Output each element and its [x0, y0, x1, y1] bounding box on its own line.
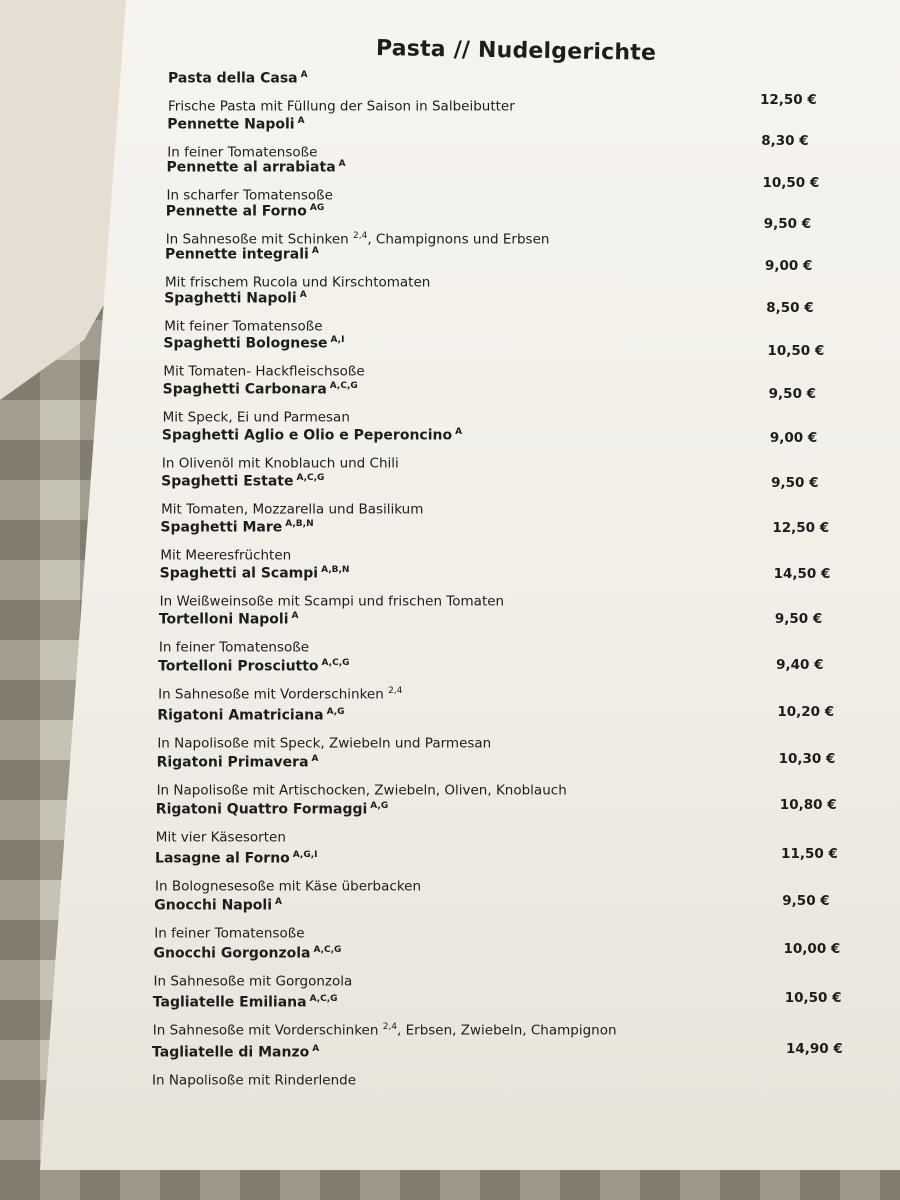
- menu-item: [157, 703, 492, 752]
- allergen-codes: A: [300, 70, 308, 80]
- menu-item: [156, 750, 567, 799]
- description-text: In Sahnesoße mit Vorderschinken: [152, 1022, 383, 1039]
- dish-description: [153, 1018, 617, 1040]
- dish-name-text: Gnocchi Gorgonzola: [153, 945, 311, 962]
- menu-item: [160, 515, 314, 564]
- menu-title: Pasta // Nudelgerichte: [375, 36, 657, 66]
- dish-name-text: Spaghetti Carbonara: [162, 381, 327, 398]
- menu-item: [153, 941, 353, 990]
- dish-name-text: Tagliatelle di Manzo: [152, 1044, 310, 1061]
- dish-name: [163, 331, 364, 353]
- description-text: Mit Tomaten, Mozzarella und Basilikum: [161, 501, 424, 518]
- menu-item: [152, 1040, 357, 1089]
- description-text: In scharfer Tomatensoße: [166, 187, 333, 204]
- dish-name: [156, 797, 388, 819]
- dish-price: 9,00 €: [764, 258, 813, 274]
- dish-name: [152, 1040, 356, 1062]
- dish-name: [165, 242, 430, 264]
- dish-name-text: Rigatoni Quattro Formaggi: [155, 801, 368, 818]
- allergen-codes: A,G,I: [292, 850, 318, 860]
- description-text: In Sahnesoße mit Vorderschinken: [158, 686, 389, 703]
- description-text: In Sahnesoße mit Gorgonzola: [153, 973, 353, 990]
- dish-name-text: Spaghetti Mare: [160, 519, 283, 536]
- allergen-codes: A: [297, 116, 305, 126]
- dish-name: [162, 423, 462, 445]
- dish-name: [157, 750, 567, 772]
- dish-name: [158, 654, 402, 676]
- description-additive-codes: 2,4: [353, 230, 368, 241]
- dish-name-text: Tagliatelle Emiliana: [152, 994, 307, 1011]
- dish-name: [168, 66, 515, 88]
- menu-item: [159, 561, 505, 610]
- dish-name-text: Gnocchi Napoli: [154, 897, 272, 914]
- dish-price: 9,50 €: [768, 386, 817, 402]
- menu-item: [152, 990, 617, 1039]
- dish-description: [158, 682, 402, 704]
- dish-description: [154, 921, 304, 943]
- dish-name: [153, 990, 617, 1012]
- description-text: In Olivenöl mit Knoblauch und Chili: [161, 455, 399, 472]
- description-text: Mit Speck, Ei und Parmesan: [162, 409, 350, 426]
- menu-item: [154, 893, 305, 942]
- dish-description: [159, 635, 309, 657]
- dish-name-text: Spaghetti Estate: [161, 473, 294, 490]
- dish-price: 10,50 €: [784, 990, 842, 1006]
- menu-item: [168, 66, 515, 115]
- description-text: Mit vier Käsesorten: [155, 829, 286, 846]
- dish-price: 8,50 €: [766, 300, 814, 316]
- allergen-codes: A: [455, 427, 463, 437]
- description-text: In feiner Tomatensoße: [154, 925, 305, 942]
- allergen-codes: A,G: [370, 801, 389, 811]
- allergen-codes: A,C,G: [309, 994, 338, 1004]
- dish-price: 14,90 €: [786, 1041, 843, 1057]
- allergen-codes: A: [338, 159, 346, 169]
- dish-price: 10,00 €: [783, 941, 841, 957]
- dish-price: 10,50 €: [767, 343, 825, 359]
- description-text-continued: , Erbsen, Zwiebeln, Champignon: [397, 1022, 617, 1039]
- dish-description: [152, 1068, 356, 1090]
- dish-name-text: Tortelloni Napoli: [158, 611, 289, 628]
- allergen-codes: A,C,G: [296, 473, 325, 483]
- dish-name-text: Tortelloni Prosciutto: [158, 658, 319, 675]
- description-additive-codes: 2,4: [382, 1021, 398, 1032]
- dish-price: 9,40 €: [776, 657, 824, 673]
- dish-price: 9,50 €: [771, 475, 819, 491]
- dish-name: [154, 941, 353, 963]
- dish-description: [157, 731, 491, 753]
- dish-description: [157, 778, 567, 800]
- allergen-codes: A: [299, 290, 307, 300]
- allergen-codes: A,C,G: [321, 658, 350, 668]
- dish-name: [166, 199, 550, 221]
- allergen-codes: A,B,N: [321, 565, 350, 575]
- description-additive-codes: 2,4: [388, 685, 403, 696]
- allergen-codes: A,G: [326, 707, 345, 717]
- dish-price: 10,30 €: [778, 751, 836, 767]
- dish-name: [164, 286, 322, 308]
- description-text: In Bolognesesoße mit Käse überbacken: [155, 878, 422, 895]
- dish-price: 11,50 €: [781, 846, 838, 862]
- description-text: In feiner Tomatensoße: [158, 639, 310, 656]
- dish-name: [159, 607, 309, 629]
- menu-item: [162, 377, 358, 426]
- allergen-codes: A,I: [330, 335, 345, 345]
- description-text: In Napolisoße mit Rinderlende: [152, 1072, 357, 1089]
- dish-name-text: Pennette al Forno: [165, 203, 307, 220]
- dish-description: [156, 825, 388, 847]
- dish-name-text: Pasta della Casa: [168, 70, 298, 87]
- dish-name: [160, 515, 313, 537]
- description-text: Mit feiner Tomatensoße: [164, 318, 323, 335]
- menu-item: [167, 112, 318, 161]
- dish-name: [161, 469, 423, 491]
- allergen-codes: A: [275, 897, 282, 907]
- dish-name-text: Pennette al arrabiata: [166, 159, 336, 176]
- description-text-continued: , Champignons und Erbsen: [367, 231, 550, 248]
- dish-name-text: Spaghetti al Scampi: [159, 565, 319, 582]
- description-text: Frische Pasta mit Füllung der Saison in Salbeibutter: [168, 98, 515, 115]
- dish-name-text: Spaghetti Napoli: [164, 290, 297, 307]
- menu-item: [165, 199, 550, 248]
- dish-name-text: Pennette integrali: [164, 246, 309, 263]
- description-text: Mit frischem Rucola und Kirschtomaten: [164, 274, 431, 291]
- dish-description: [155, 874, 421, 896]
- dish-name-text: Lasagne al Forno: [155, 850, 290, 867]
- menu-item: [155, 846, 422, 895]
- allergen-codes: A: [312, 1044, 320, 1054]
- dish-name: [167, 112, 317, 134]
- allergen-codes: A,B,N: [285, 519, 314, 529]
- allergen-codes: A: [311, 246, 319, 256]
- dish-price: 9,00 €: [769, 430, 818, 446]
- menu-item: [164, 242, 431, 291]
- allergen-codes: A: [291, 611, 299, 621]
- dish-price: 12,50 €: [760, 92, 817, 108]
- dish-name: [155, 846, 421, 868]
- allergen-codes: A: [311, 754, 319, 764]
- dish-price: 9,50 €: [782, 893, 830, 909]
- menu-item: [161, 469, 424, 518]
- allergen-codes: A,C,G: [313, 945, 342, 955]
- dish-name: [154, 893, 304, 915]
- dish-price: 9,50 €: [763, 216, 812, 232]
- dish-price: 10,80 €: [779, 797, 837, 813]
- description-text: In Weißweinsoße mit Scampi und frischen Tomaten: [159, 593, 505, 610]
- dish-price: 10,20 €: [777, 704, 835, 720]
- allergen-codes: A,C,G: [329, 381, 358, 391]
- dish-name: [160, 561, 505, 583]
- menu-item: [155, 797, 389, 846]
- description-text: In Napolisoße mit Speck, Zwiebeln und Parmesan: [157, 735, 492, 752]
- menu-item: [166, 155, 346, 204]
- dish-price: 14,50 €: [773, 566, 831, 582]
- dish-price: 12,50 €: [772, 520, 830, 536]
- dish-description: [154, 969, 353, 991]
- dish-price: 9,50 €: [774, 611, 823, 627]
- dish-price: 10,50 €: [762, 175, 820, 191]
- description-text: Mit Meeresfrüchten: [160, 547, 292, 564]
- menu-item: [163, 331, 365, 380]
- dish-name: [163, 377, 358, 399]
- description-text: In Sahnesoße mit Schinken: [165, 231, 354, 248]
- description-text: In feiner Tomatensoße: [167, 144, 318, 161]
- menu-item: [158, 654, 403, 703]
- menu-item: [158, 607, 310, 656]
- allergen-codes: AG: [309, 203, 325, 213]
- menu-item: [161, 423, 463, 472]
- description-text: Mit Tomaten- Hackfleischsoße: [163, 363, 365, 380]
- dish-name-text: Rigatoni Amatriciana: [157, 707, 324, 724]
- dish-price: 8,30 €: [761, 133, 809, 149]
- dish-name-text: Rigatoni Primavera: [156, 754, 309, 771]
- menu-item: [164, 286, 323, 335]
- dish-name: [166, 155, 345, 177]
- description-text: In Napolisoße mit Artischocken, Zwiebeln, Oliven, Knoblauch: [156, 782, 567, 799]
- dish-name-text: Spaghetti Bolognese: [163, 335, 328, 352]
- dish-name-text: Spaghetti Aglio e Olio e Peperoncino: [161, 427, 453, 444]
- dish-name: [157, 703, 491, 725]
- dish-name-text: Pennette Napoli: [167, 116, 295, 133]
